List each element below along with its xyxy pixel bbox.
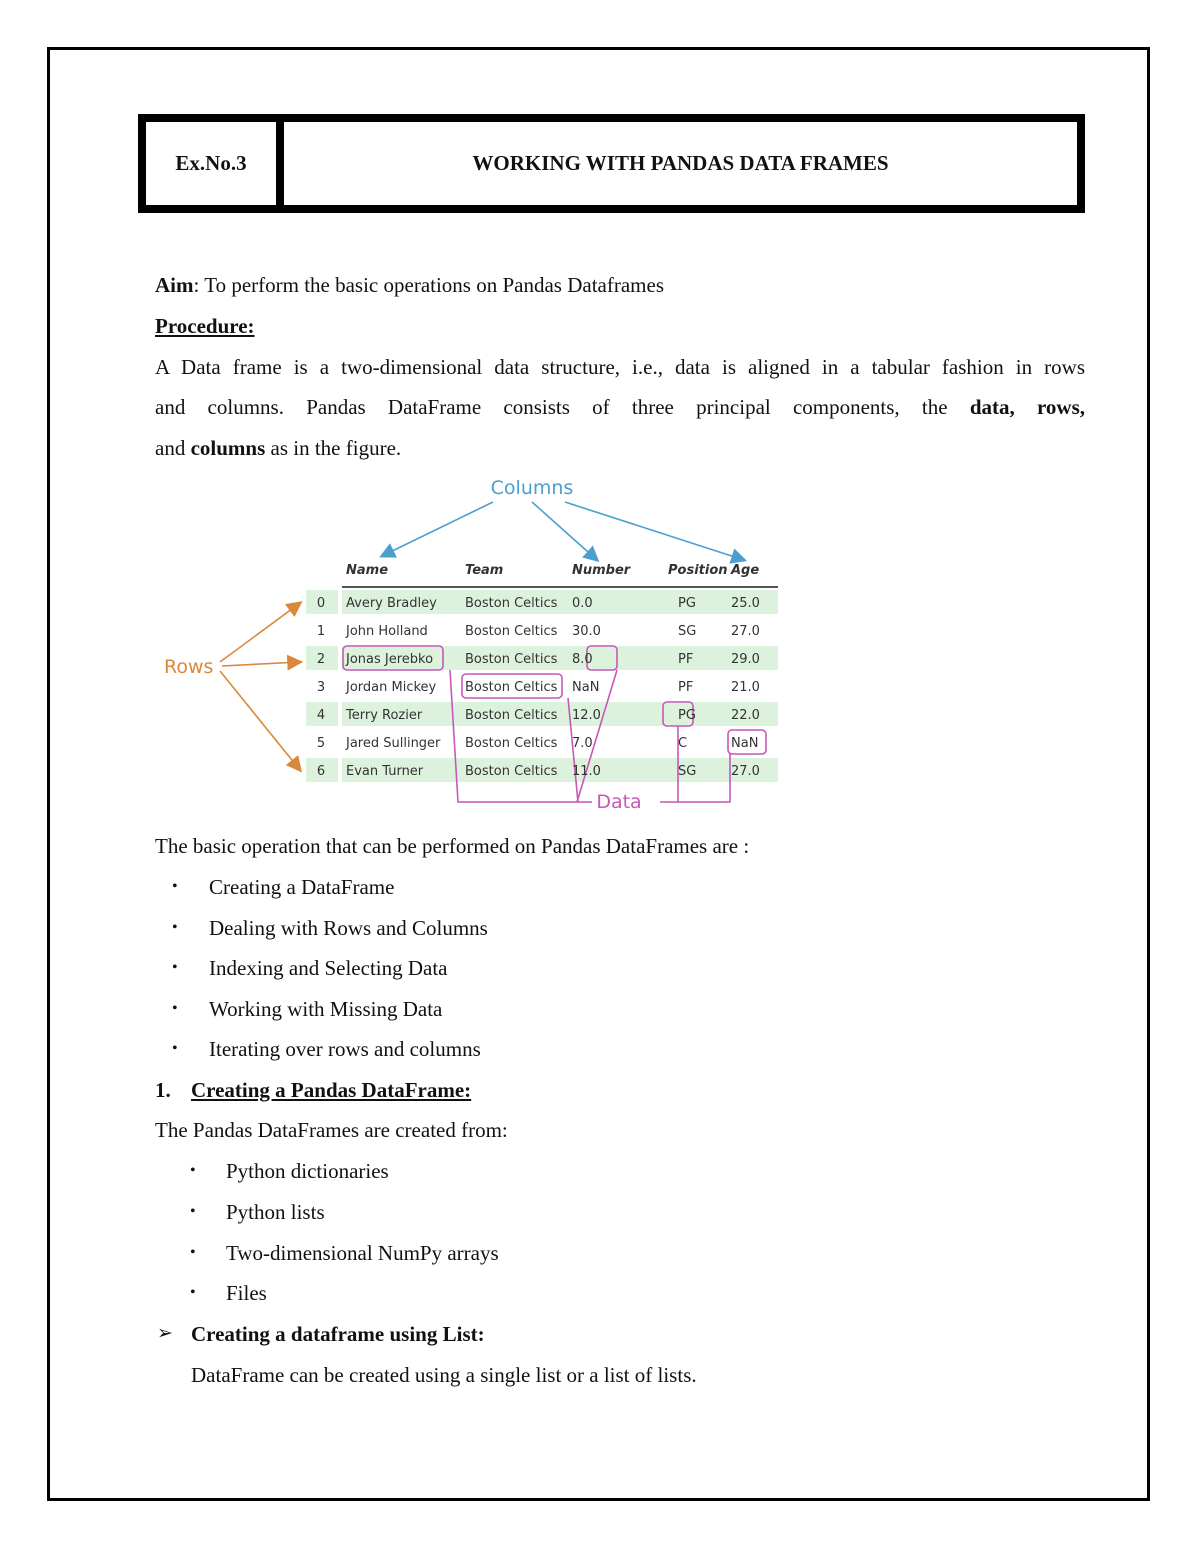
cell-name: Jonas Jerebko <box>346 652 434 667</box>
cell-name: Evan Turner <box>346 764 424 779</box>
operation-item: Dealing with Rows and Columns <box>209 916 488 940</box>
intro-line-2-text: and columns. Pandas DataFrame consists of three principal components, the <box>155 395 948 419</box>
cell-number: 0.0 <box>572 596 593 611</box>
intro-keyword-data: data, <box>969 395 1015 419</box>
row-index: 3 <box>316 680 326 695</box>
cell-number: NaN <box>572 680 600 695</box>
bullet-icon: • <box>190 1203 196 1220</box>
data-label: Data <box>596 791 642 813</box>
cell-name: Terry Rozier <box>346 708 423 723</box>
dataframe-diagram <box>160 470 800 820</box>
column-header: Team <box>465 563 504 578</box>
exercise-number: Ex.No.3 <box>146 122 284 205</box>
aim-text: : To perform the basic operations on Pandas Dataframes <box>193 273 665 297</box>
columns-arrow <box>382 502 493 556</box>
columns-arrow <box>532 502 597 560</box>
cell-position: C <box>678 736 688 751</box>
operation-item: Creating a DataFrame <box>209 875 395 899</box>
row-index: 6 <box>316 764 326 779</box>
rows-arrow <box>222 662 300 666</box>
rows-arrow <box>220 671 300 770</box>
column-header: Position <box>668 563 728 578</box>
row-index: 1 <box>316 624 326 639</box>
section-1-heading: Creating a Pandas DataFrame: <box>191 1078 472 1102</box>
source-item: Python lists <box>226 1200 325 1224</box>
bullet-icon: • <box>172 919 178 936</box>
row-index: 4 <box>316 708 326 723</box>
source-item: Two-dimensional NumPy arrays <box>226 1241 499 1265</box>
cell-number: 8.0 <box>572 652 593 667</box>
cell-age: 27.0 <box>731 624 760 639</box>
cell-age: 25.0 <box>731 596 760 611</box>
bullet-icon: • <box>172 1040 178 1057</box>
column-header: Number <box>572 563 631 578</box>
cell-age: 27.0 <box>731 764 760 779</box>
intro-line-3-and: and <box>155 436 186 460</box>
row-index: 5 <box>316 736 326 751</box>
intro-line-3 <box>155 435 401 461</box>
intro-line-1: A Data frame is a two-dimensional data structure, i.e., data is aligned in a tabular fashion in rows <box>155 355 1085 379</box>
subsection-text: DataFrame can be created using a single list or a list of lists. <box>191 1363 697 1387</box>
procedure-heading: Procedure: <box>155 314 255 338</box>
columns-arrow <box>565 502 744 560</box>
cell-position: SG <box>678 764 697 779</box>
cell-position: PG <box>678 596 696 611</box>
cell-position: SG <box>678 624 697 639</box>
cell-number: 30.0 <box>572 624 601 639</box>
section-1-intro: The Pandas DataFrames are created from: <box>155 1118 508 1142</box>
aim-line <box>155 272 664 298</box>
cell-team: Boston Celtics <box>465 764 558 779</box>
cell-age: NaN <box>731 736 759 751</box>
bullet-icon: • <box>190 1284 196 1301</box>
row-index: 0 <box>316 596 326 611</box>
cell-name: Jared Sullinger <box>346 736 441 751</box>
intro-line-2 <box>155 394 1085 420</box>
column-header: Name <box>346 563 389 578</box>
cell-name: Avery Bradley <box>346 596 437 611</box>
cell-position: PF <box>678 680 694 695</box>
cell-position: PG <box>678 708 696 723</box>
bullet-icon: • <box>172 878 178 895</box>
cell-team: Boston Celtics <box>465 736 558 751</box>
bullet-icon: • <box>190 1162 196 1179</box>
source-item: Python dictionaries <box>226 1159 389 1183</box>
exercise-title: WORKING WITH PANDAS DATA FRAMES <box>472 151 889 175</box>
rows-arrow <box>220 603 300 662</box>
operation-item: Working with Missing Data <box>209 997 443 1021</box>
cell-age: 29.0 <box>731 652 760 667</box>
operations-intro: The basic operation that can be performed on Pandas DataFrames are : <box>155 834 750 858</box>
cell-number: 12.0 <box>572 708 601 723</box>
source-item: Files <box>226 1281 267 1305</box>
columns-label: Columns <box>490 477 574 499</box>
cell-position: PF <box>678 652 694 667</box>
section-1-number: 1. <box>155 1078 171 1102</box>
cell-age: 21.0 <box>731 680 760 695</box>
cell-name: John Holland <box>346 624 428 639</box>
column-header: Age <box>731 563 760 578</box>
bullet-icon: • <box>172 1000 178 1017</box>
intro-keyword-rows: rows, <box>1036 395 1086 419</box>
cell-team: Boston Celtics <box>465 708 558 723</box>
bullet-icon: • <box>190 1244 196 1261</box>
intro-keyword-columns: columns <box>190 436 266 460</box>
cell-team: Boston Celtics <box>465 624 558 639</box>
dataframe-figure <box>160 470 800 820</box>
arrow-bullet-icon: ➢ <box>157 1323 173 1344</box>
title-box <box>138 114 1085 213</box>
operation-item: Indexing and Selecting Data <box>209 956 448 980</box>
row-index: 2 <box>316 652 326 667</box>
aim-label: Aim <box>155 273 194 297</box>
cell-team: Boston Celtics <box>465 680 558 695</box>
cell-number: 7.0 <box>572 736 593 751</box>
bullet-icon: • <box>172 959 178 976</box>
rows-label: Rows <box>164 656 214 678</box>
cell-team: Boston Celtics <box>465 596 558 611</box>
operation-item: Iterating over rows and columns <box>209 1037 481 1061</box>
cell-number: 11.0 <box>572 764 601 779</box>
intro-line-3-text: as in the figure. <box>270 436 402 460</box>
subsection-heading: Creating a dataframe using List: <box>191 1322 485 1346</box>
cell-team: Boston Celtics <box>465 652 558 667</box>
cell-name: Jordan Mickey <box>346 680 437 695</box>
cell-age: 22.0 <box>731 708 760 723</box>
